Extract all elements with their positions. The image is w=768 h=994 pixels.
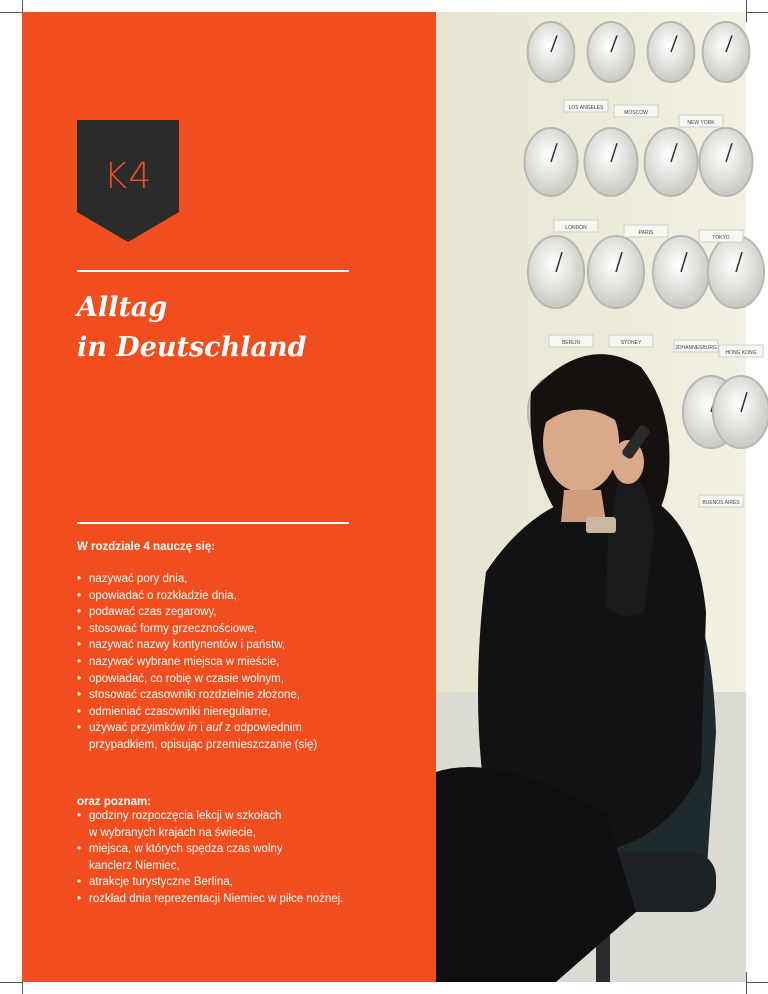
cover-photo [436,12,757,982]
discover-item: • atrakcje turystyczne Berlina, [77,874,422,891]
objective-item: • opowiadać, co robię w czasie wolnym, [77,671,422,688]
clock-label-text: LONDON [565,225,587,231]
discover-item: • godziny rozpoczęcia lekcji w szkołach w wybranych krajach na świecie, [77,810,282,839]
clock-label-text: SYDNEY [620,340,642,346]
bullet: • [77,689,82,702]
objective-item: • nazywać wybrane miejsca w mieście, [77,654,422,671]
objective-item: • podawać czas zegarowy, [77,604,422,621]
clock-label-text: PARIS [638,230,654,236]
objective-item: • stosować czasowniki rozdzielnie złożone, [77,687,422,704]
objective-item: • używać przyimków in i auf z odpowiednim przypadkiem, opisując przemieszczanie (się) [77,722,318,751]
chapter-title-line2: in Deutschland [77,332,307,363]
clock-label-text: MOSCOW [624,110,648,116]
objective-item: • nazywać pory dnia, [77,571,422,588]
objective-item: • nazywać nazwy kontynentów i państw, [77,637,422,654]
bullet: • [77,672,82,685]
bullet: • [77,876,82,889]
crop-mark [746,12,768,13]
clock-label-text: TOKYO [712,235,730,241]
chapter-badge [77,120,179,242]
wristwatch [586,517,616,533]
clock-label-text: BERLIN [561,340,581,346]
bullet: • [77,843,82,856]
bullet: • [77,589,82,602]
chapter-number: K4 [103,156,153,197]
bullet: • [77,655,82,668]
crop-mark [0,982,22,983]
bullet: • [77,892,82,905]
bullet: • [77,722,82,735]
discover-heading: oraz poznam: [77,796,152,808]
crop-mark [746,972,747,994]
bullet: • [77,606,82,619]
crop-mark [746,0,747,22]
objective-item: • odmieniać czasowniki nieregularne, [77,704,422,721]
objective-item: • stosować formy grzecznościowe, [77,621,422,638]
discover-item: • rozkład dnia reprezentacji Niemiec w piłce nożnej. [77,891,422,908]
objectives-divider [77,522,349,524]
bullet: • [77,573,82,585]
discover-list [77,808,422,908]
bullet: • [77,705,82,718]
objectives-heading: W rozdziale 4 nauczę się: [77,541,216,553]
clock-label-text: LOS ANGELES [568,105,604,111]
bullet: • [77,622,82,635]
photo-illustration [436,12,757,982]
objective-item: • opowiadać o rozkładzie dnia, [77,588,422,605]
chapter-title [77,288,417,368]
chapter-title-line1: Alltag [77,292,168,323]
objectives-list [77,571,422,754]
wall-clock [713,376,768,448]
bullet: • [77,810,82,822]
discover-item: • miejsca, w których spędza czas wolny kanclerz Niemiec, [77,843,283,872]
bullet: • [77,639,82,652]
clock-label-text: JOHANNESBURG [675,345,717,351]
title-divider [77,270,349,272]
clock-label-text: HONG KONG [725,350,757,356]
crop-mark [0,12,22,13]
crop-mark [746,982,768,983]
clock-label-text: BUENOS AIRES [702,500,740,506]
clock-label-text: NEW YORK [687,120,715,126]
